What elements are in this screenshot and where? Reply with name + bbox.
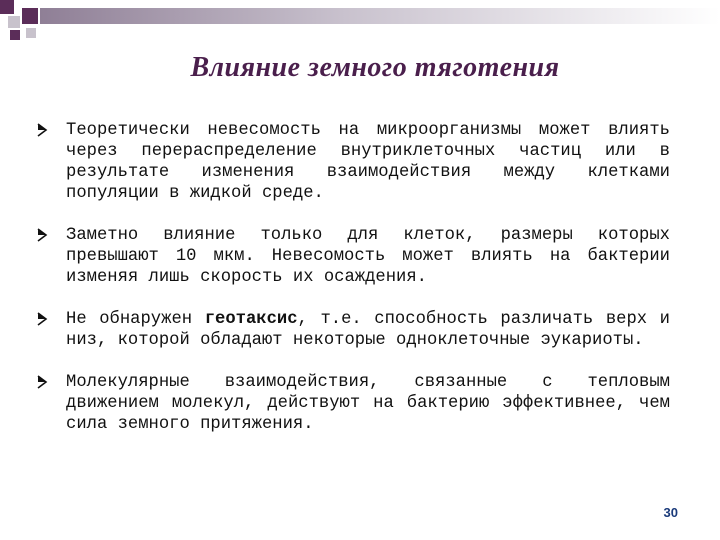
bullet-text-before: Не обнаружен <box>66 310 205 329</box>
arrow-bullet-icon <box>36 226 50 244</box>
decor-square <box>10 30 20 40</box>
decor-square <box>26 28 36 38</box>
bullet-text: Заметно влияние только для клеток, размеры которых превышают 10 мкм. Невесомость может влиять на бактерии изменяя лишь скорость их осаждения. <box>66 226 670 287</box>
header-gradient-band <box>40 8 720 24</box>
arrow-bullet-icon <box>36 121 50 139</box>
bullet-item <box>36 225 670 288</box>
decor-square <box>22 8 38 24</box>
bullet-list <box>36 120 670 456</box>
slide-title: Влияние земного тяготения <box>190 52 560 83</box>
bullet-text: Теоретически невесомость на микроорганизмы может влиять через перераспределение внутриклеточных частиц или в результате изменения взаимодействия между клетками популяции в жидкой среде. <box>66 121 670 203</box>
bullet-text: Молекулярные взаимодействия, связанные с тепловым движением молекул, действуют на бактерию эффективнее, чем сила земного притяжения. <box>66 373 670 434</box>
bullet-item <box>36 120 670 204</box>
arrow-bullet-icon <box>36 310 50 328</box>
bullet-item <box>36 309 670 351</box>
decor-square <box>8 16 20 28</box>
page-number: 30 <box>663 505 678 520</box>
bold-term: геотаксис <box>204 310 298 329</box>
arrow-bullet-icon <box>36 373 50 391</box>
decor-square <box>0 0 14 14</box>
bullet-item <box>36 372 670 435</box>
bullet-text-after: , т.е. способность различать верх и низ, которой обладают некоторые одноклеточные эукариоты. <box>66 310 670 350</box>
